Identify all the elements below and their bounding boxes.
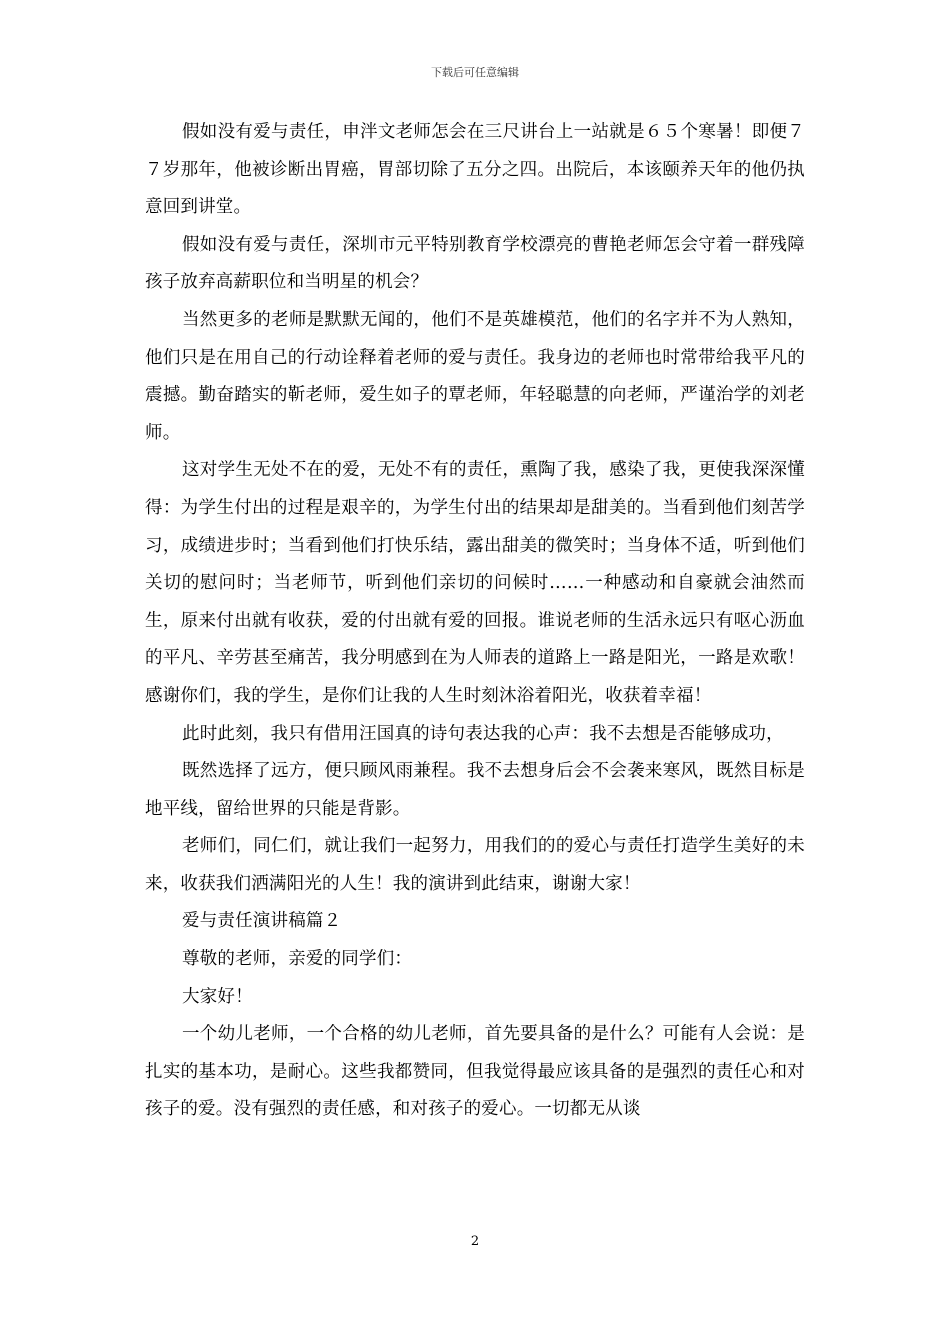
salutation: 尊敬的老师，亲爱的同学们： bbox=[182, 949, 413, 970]
section-heading: 爱与责任演讲稿篇２ bbox=[182, 911, 342, 932]
paragraph: 假如没有爱与责任，深圳市元平特别教育学校漂亮的曹艳老师怎会守着一群残障孩子放弃高薪职位和当明星的机会？ bbox=[145, 234, 805, 293]
paragraph: 此时此刻，我只有借用汪国真的诗句表达我的心声：我不去想是否能够成功， bbox=[182, 723, 784, 744]
page-number: 2 bbox=[470, 1234, 480, 1249]
paragraph: 既然选择了远方，便只顾风雨兼程。我不去想身后会不会袭来寒风，既然目标是地平线，留给世界的只能是背影。 bbox=[145, 761, 805, 819]
paragraph: 一个幼儿老师，一个合格的幼儿老师，首先要具备的是什么？可能有人会说：是扎实的基本功，是耐心。这些我都赞同，但我觉得最应该具备的是强烈的责任心和对孩子的爱。没有强烈的责任感，和对孩子的爱心。一切都无从谈 bbox=[145, 1024, 805, 1120]
paragraph: 这对学生无处不在的爱，无处不有的责任，熏陶了我，感染了我，更使我深深懂得：为学生付出的过程是艰辛的，为学生付出的结果却是甜美的。当看到他们刻苦学习，成绩进步时；当看到他们打快乐结，露出甜美的微笑时；当身体不适，听到他们关切的慰问时；当老师节，听到他们亲切的问候时……一种感动和自豪就会油然而生，原来付出就有收获，爱的付出就有爱的回报。谁说老师的生活永远只有呕心沥血的平凡、辛劳甚至痛苦，我分明感到在为人师表的道路上一路是阳光，一路是欢歌！感谢你们，我的学生，是你们让我的人生时刻沐浴着阳光，收获着幸福！ bbox=[145, 460, 805, 706]
greeting: 大家好！ bbox=[182, 986, 253, 1007]
page-header: 下载后可任意编辑 bbox=[431, 66, 519, 79]
paragraph: 假如没有爱与责任，申泮文老师怎会在三尺讲台上一站就是６５个寒暑！即便７７岁那年，他被诊断出胃癌，胃部切除了五分之四。出院后，本该颐养天年的他仍执意回到讲堂。 bbox=[145, 122, 805, 218]
paragraph: 当然更多的老师是默默无闻的，他们不是英雄模范，他们的名字并不为人熟知，他们只是在用自己的行动诠释着老师的爱与责任。我身边的老师也时常带给我平凡的震撼。勤奋踏实的靳老师，爱生如子的覃老师，年轻聪慧的向老师，严谨治学的刘老师。 bbox=[145, 309, 805, 443]
document-body bbox=[145, 114, 805, 1129]
paragraph: 老师们，同仁们，就让我们一起努力，用我们的的爱心与责任打造学生美好的未来，收获我们洒满阳光的人生！我的演讲到此结束，谢谢大家！ bbox=[145, 836, 805, 894]
